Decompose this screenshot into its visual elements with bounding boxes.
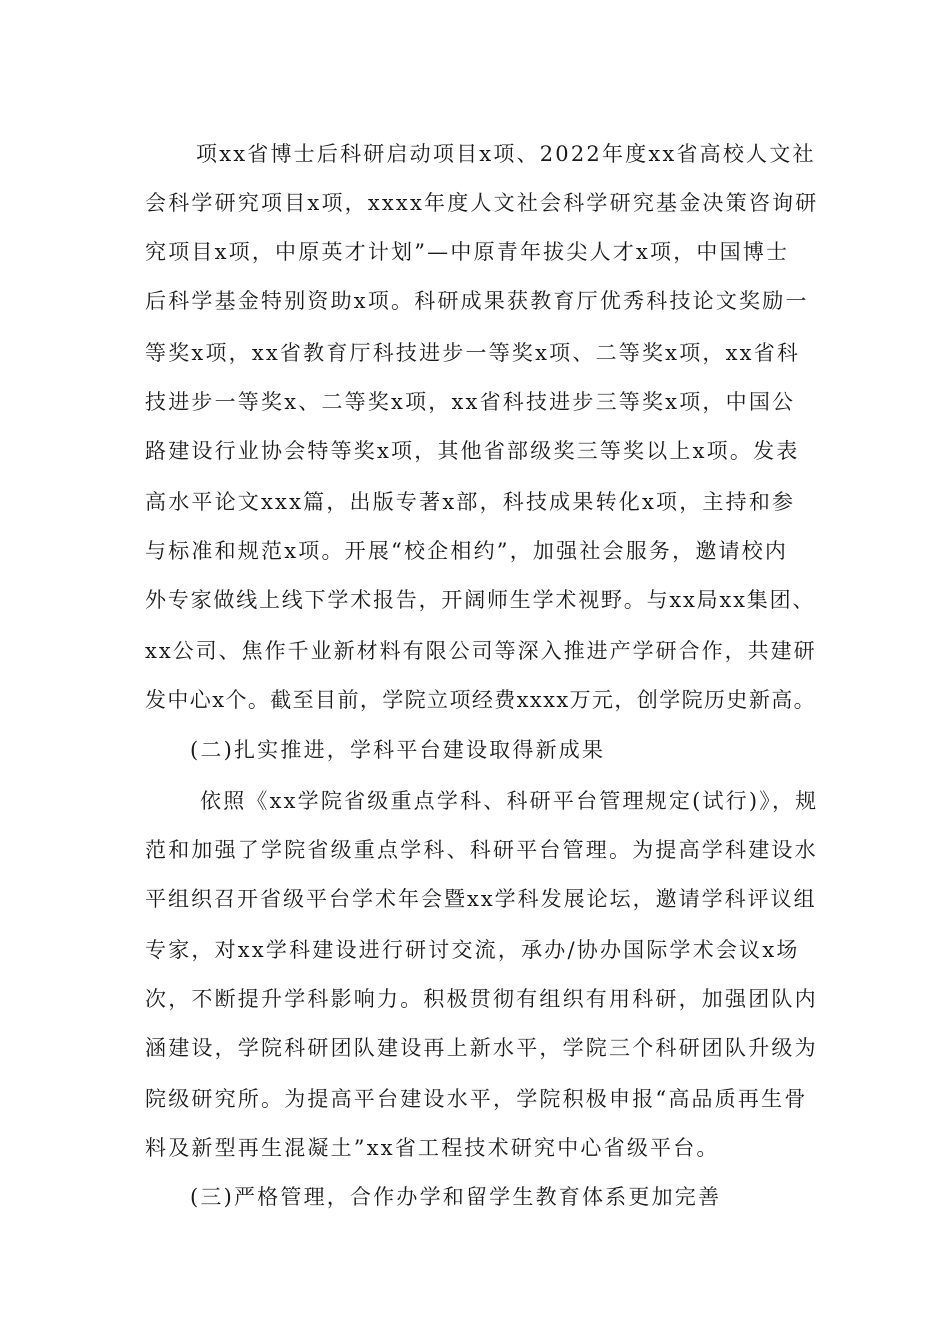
paragraph-2-line-4: 专家，对xx学科建设进行研讨交流，承办/协办国际学术会议x场	[145, 938, 800, 962]
paragraph-2-line-8: 料及新型再生混凝土”xx省工程技术研究中心省级平台。	[145, 1136, 720, 1160]
paragraph-1-line-12: 发中心x个。截至目前，学院立项经费xxxx万元，创学院历史新高。	[145, 688, 817, 712]
paragraph-1-line-6: 技进步一等奖x、二等奖x项，xx省科技进步三等奖x项，中国公	[145, 390, 796, 414]
paragraph-2-line-2: 范和加强了学院省级重点学科、科研平台管理。为提高学科建设水	[145, 838, 818, 862]
paragraph-1-line-9: 与标准和规范x项。开展“校企相约”，加强社会服务，邀请校内	[145, 539, 789, 563]
paragraph-1-line-4: 后科学基金特别资助x项。科研成果获教育厅优秀科技论文奖励一	[145, 289, 809, 313]
paragraph-2-line-7: 院级研究所。为提高平台建设水平，学院积极申报“高品质再生骨	[145, 1087, 808, 1111]
paragraph-1-line-1: 项xx省博士后科研启动项目x项、2022年度xx省高校人文社	[196, 142, 816, 166]
paragraph-1-line-3: 究项目x项，中原英才计划”—中原青年拔尖人才x项，中国博士	[145, 240, 790, 264]
section-heading-2: (二)扎实推进，学科平台建设取得新成果	[190, 738, 606, 762]
section-heading-3: (三)严格管理，合作办学和留学生教育体系更加完善	[190, 1185, 722, 1209]
paragraph-2-line-1: 依照《xx学院省级重点学科、科研平台管理规定(试行)》，规	[200, 789, 819, 813]
paragraph-1-line-7: 路建设行业协会特等奖x项，其他省部级奖三等奖以上x项。发表	[145, 439, 800, 463]
paragraph-1-line-5: 等奖x项，xx省教育厅科技进步一等奖x项、二等奖x项，xx省科	[145, 341, 801, 365]
paragraph-1-line-2: 会科学研究项目x项，xxxx年度人文社会科学研究基金决策咨询研	[145, 191, 819, 215]
paragraph-2-line-5: 次，不断提升学科影响力。积极贯彻有组织有用科研，加强团队内	[145, 987, 818, 1011]
paragraph-1-line-8: 高水平论文xxx篇，出版专著x部，科技成果转化x项，主持和参	[145, 490, 796, 514]
paragraph-1-line-11: xx公司、焦作千业新材料有限公司等深入推进产学研合作，共建研	[145, 639, 817, 663]
paragraph-2-line-3: 平组织召开省级平台学术年会暨xx学科发展论坛，邀请学科评议组	[145, 887, 817, 911]
paragraph-2-line-6: 涵建设，学院科研团队建设再上新水平，学院三个科研团队升级为	[145, 1036, 818, 1060]
paragraph-1-line-10: 外专家做线上线下学术报告，开阔师生学术视野。与xx局xx集团、	[145, 588, 816, 612]
